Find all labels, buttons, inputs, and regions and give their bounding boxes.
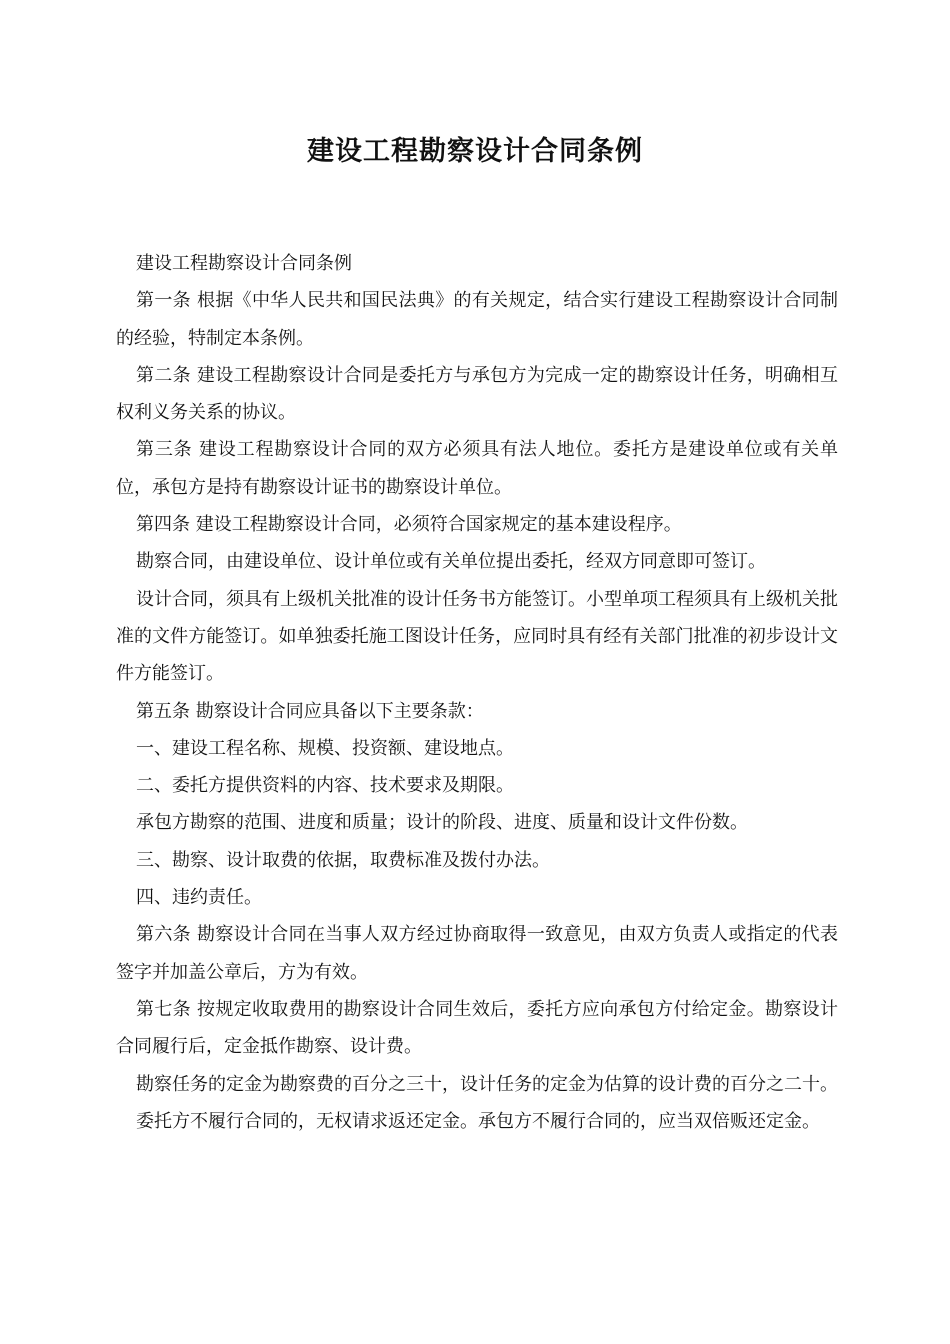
paragraph-contractor-scope: 承包方勘察的范围、进度和质量；设计的阶段、进度、质量和设计文件份数。 — [136, 812, 748, 834]
paragraph-article-6: 第六条 勘察设计合同在当事人双方经过协商取得一致意见，由双方负责人或指定的代表签字并加盖公章后，方为有效。 — [116, 924, 838, 983]
paragraph-clause-3: 三、勘察、设计取费的依据，取费标准及拨付办法。 — [136, 849, 550, 871]
paragraph-article-7: 第七条 按规定收取费用的勘察设计合同生效后，委托方应向承包方付给定金。勘察设计合同履行后，定金抵作勘察、设计费。 — [116, 998, 838, 1058]
paragraph-heading: 建设工程勘察设计合同条例 — [136, 253, 352, 274]
document-title: 建设工程勘察设计合同条例 — [307, 136, 643, 167]
paragraph-deposit-rates: 勘察任务的定金为勘察费的百分之三十，设计任务的定金为估算的设计费的百分之二十。 — [136, 1073, 838, 1095]
paragraph-article-2: 第二条 建设工程勘察设计合同是委托方与承包方为完成一定的勘察设计任务，明确相互权利义务关系的协议。 — [116, 364, 838, 424]
paragraph-deposit-breach: 委托方不履行合同的，无权请求返还定金。承包方不履行合同的，应当双倍贩还定金。 — [136, 1110, 820, 1132]
paragraph-clause-2: 二、委托方提供资料的内容、技术要求及期限。 — [136, 775, 514, 797]
paragraph-clause-4: 四、违约责任。 — [136, 887, 262, 909]
paragraph-design-contract: 设计合同，须具有上级机关批准的设计任务书方能签订。小型单项工程须具有上级机关批准的文件方能签订。如单独委托施工图设计任务，应同时具有经有关部门批准的初步设计文件方能签订。 — [116, 588, 838, 685]
paragraph-article-4: 第四条 建设工程勘察设计合同，必须符合国家规定的基本建设程序。 — [136, 514, 682, 536]
paragraph-article-5: 第五条 勘察设计合同应具备以下主要条款： — [136, 700, 484, 722]
paragraph-clause-1: 一、建设工程名称、规模、投资额、建设地点。 — [136, 737, 514, 759]
paragraph-survey-contract: 勘察合同，由建设单位、设计单位或有关单位提出委托，经双方同意即可签订。 — [136, 551, 766, 573]
paragraph-article-3: 第三条 建设工程勘察设计合同的双方必须具有法人地位。委托方是建设单位或有关单位，承包方是持有勘察设计证书的勘察设计单位。 — [116, 439, 838, 498]
document-body — [116, 245, 838, 1140]
paragraph-article-1: 第一条 根据《中华人民共和国民法典》的有关规定，结合实行建设工程勘察设计合同制的经验，特制定本条例。 — [116, 290, 838, 349]
